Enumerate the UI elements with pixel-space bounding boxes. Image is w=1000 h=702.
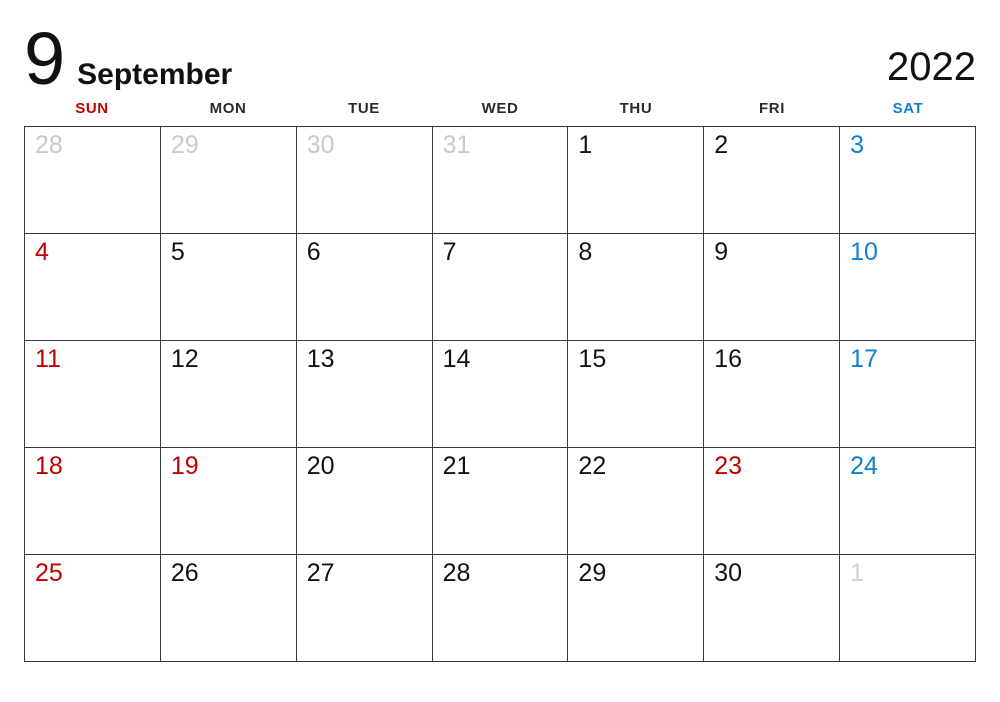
day-cell[interactable] [840, 127, 976, 234]
day-number: 11 [35, 345, 61, 373]
day-number: 8 [578, 238, 593, 266]
day-number: 3 [850, 131, 865, 159]
day-cell[interactable] [704, 555, 840, 662]
day-number: 10 [850, 238, 878, 266]
day-cell[interactable] [25, 234, 161, 341]
day-number: 7 [442, 238, 457, 266]
day-cell[interactable] [568, 555, 704, 662]
day-cell[interactable] [161, 341, 297, 448]
day-cell[interactable] [433, 234, 569, 341]
day-cell[interactable] [840, 555, 976, 662]
day-number: 21 [442, 452, 471, 480]
day-cell[interactable] [161, 127, 297, 234]
day-cell[interactable] [25, 448, 161, 555]
day-number: 31 [442, 131, 471, 159]
day-cell[interactable] [433, 341, 569, 448]
day-number: 1 [578, 131, 593, 159]
weekday-header-row [24, 100, 976, 126]
day-number: 24 [850, 452, 878, 480]
day-number: 20 [306, 452, 335, 480]
day-cell[interactable] [297, 127, 433, 234]
day-cell[interactable] [25, 555, 161, 662]
year-label: 2022 [887, 45, 976, 89]
day-cell[interactable] [161, 448, 297, 555]
day-cell[interactable] [433, 555, 569, 662]
day-number: 28 [35, 131, 63, 159]
day-number: 25 [35, 559, 63, 587]
day-number: 19 [170, 452, 199, 480]
day-number: 17 [850, 345, 878, 373]
day-cell[interactable] [161, 234, 297, 341]
calendar-header [0, 0, 1000, 100]
day-cell[interactable] [704, 341, 840, 448]
weekday-sun: SUN [75, 100, 109, 117]
day-number: 23 [714, 452, 743, 480]
month-name: September [77, 58, 233, 91]
day-number: 30 [306, 131, 335, 159]
weekday-wed: WED [481, 100, 519, 117]
day-cell[interactable] [704, 127, 840, 234]
day-cell[interactable] [433, 127, 569, 234]
day-cell[interactable] [25, 341, 161, 448]
calendar-grid [24, 126, 976, 662]
day-cell[interactable] [704, 234, 840, 341]
day-number: 13 [306, 345, 335, 373]
day-cell[interactable] [568, 234, 704, 341]
day-number: 15 [578, 345, 607, 373]
day-number: 29 [170, 131, 199, 159]
day-cell[interactable] [297, 234, 433, 341]
weekday-thu: THU [619, 100, 653, 117]
day-cell[interactable] [297, 341, 433, 448]
day-number: 27 [306, 559, 335, 587]
day-cell[interactable] [704, 448, 840, 555]
weekday-mon: MON [209, 100, 247, 117]
weekday-fri: FRI [759, 100, 785, 117]
day-number: 1 [850, 559, 865, 587]
day-cell[interactable] [297, 555, 433, 662]
month-number: 9 [24, 17, 64, 100]
day-number: 5 [170, 238, 185, 266]
day-number: 9 [714, 238, 729, 266]
day-cell[interactable] [840, 341, 976, 448]
day-number: 2 [714, 131, 729, 159]
day-number: 28 [442, 559, 471, 587]
weekday-tue: TUE [348, 100, 380, 117]
weekday-sat: SAT [892, 100, 924, 117]
month-title [24, 17, 233, 100]
day-number: 29 [578, 559, 607, 587]
day-number: 18 [35, 452, 63, 480]
day-number: 22 [578, 452, 607, 480]
day-number: 12 [170, 345, 199, 373]
day-number: 30 [714, 559, 743, 587]
day-number: 16 [714, 345, 743, 373]
day-number: 4 [35, 238, 49, 266]
day-cell[interactable] [25, 127, 161, 234]
day-cell[interactable] [568, 127, 704, 234]
day-cell[interactable] [840, 234, 976, 341]
day-number: 6 [306, 238, 321, 266]
day-number: 26 [170, 559, 199, 587]
day-cell[interactable] [840, 448, 976, 555]
day-cell[interactable] [568, 448, 704, 555]
day-cell[interactable] [433, 448, 569, 555]
day-cell[interactable] [568, 341, 704, 448]
day-number: 14 [442, 345, 471, 373]
day-cell[interactable] [161, 555, 297, 662]
day-cell[interactable] [297, 448, 433, 555]
